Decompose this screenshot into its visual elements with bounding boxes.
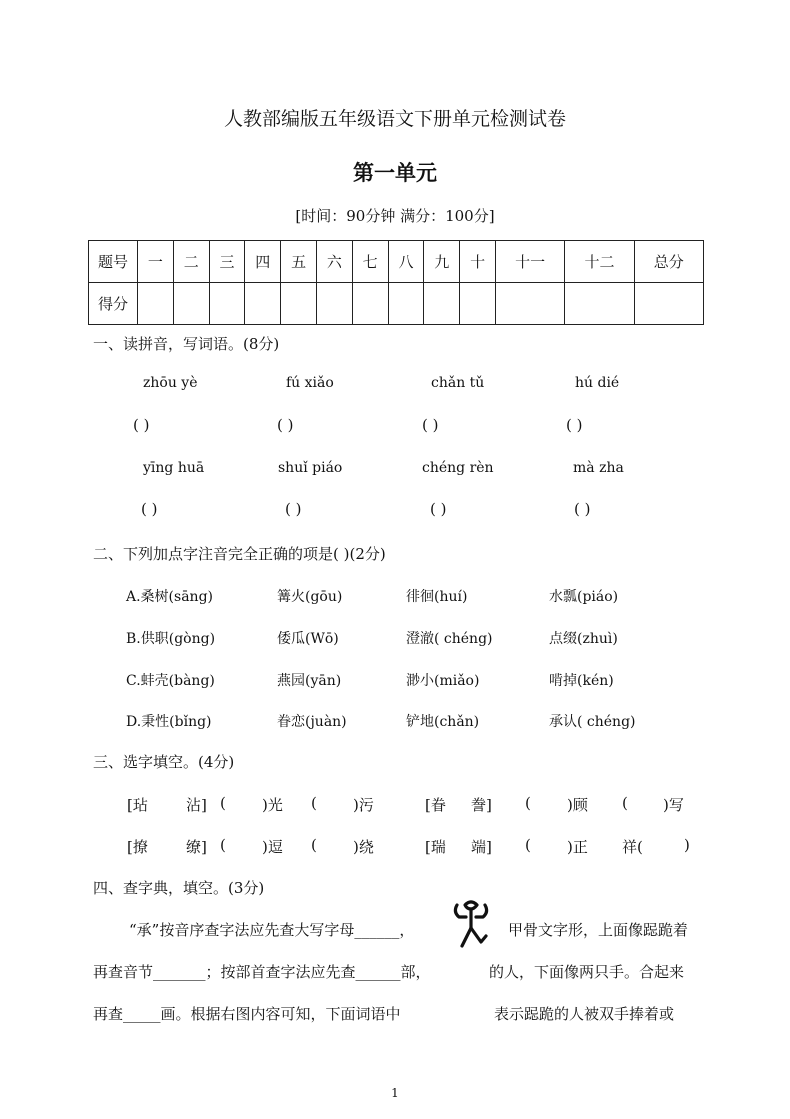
- question-4-text: 再查_____画。根据右图内容可知，下面词语中: [93, 1005, 401, 1023]
- option-item: 澄澈( chéng): [406, 631, 493, 647]
- fill-word: )绕: [353, 838, 374, 856]
- option-item: 倭瓜(Wō): [277, 631, 339, 647]
- option-item: 眷恋(juàn): [277, 714, 347, 730]
- answer-blank[interactable]: ( ): [566, 416, 583, 434]
- score-input-cell[interactable]: [495, 283, 564, 325]
- option-item[interactable]: A.桑树(sāng): [126, 589, 213, 605]
- char-choice: 端]: [471, 838, 492, 856]
- exam-time-score: [时间：90分钟 满分：100分]: [295, 207, 495, 225]
- answer-blank[interactable]: ( ): [141, 500, 158, 518]
- score-table-score-row: [89, 283, 704, 325]
- answer-blank[interactable]: (: [311, 836, 317, 854]
- score-input-cell[interactable]: [316, 283, 352, 325]
- char-choice: 誊]: [471, 796, 492, 814]
- fill-word: )光: [262, 796, 283, 814]
- page-number: 1: [391, 1086, 399, 1100]
- score-cell: 总分: [634, 241, 703, 283]
- question-4-text: 表示跽跪的人被双手捧着或: [494, 1005, 675, 1023]
- score-cell: 得分: [89, 283, 138, 325]
- score-cell: 十: [460, 241, 496, 283]
- option-item: 篝火(gōu): [277, 589, 343, 605]
- answer-blank[interactable]: (: [220, 794, 226, 812]
- exam-title: 人教部编版五年级语文下册单元检测试卷: [223, 108, 566, 130]
- oracle-bone-glyph-icon: [448, 896, 494, 952]
- answer-blank[interactable]: ( ): [285, 500, 302, 518]
- pinyin: zhōu yè: [143, 375, 198, 391]
- question-4-heading: 四、查字典，填空。(3分): [93, 879, 265, 897]
- score-cell: 题号: [89, 241, 138, 283]
- option-item: 啃掉(kén): [549, 673, 614, 689]
- pinyin: shuǐ piáo: [278, 460, 343, 476]
- score-input-cell[interactable]: [424, 283, 460, 325]
- option-item: 徘徊(huí): [406, 589, 468, 605]
- question-2-heading: 二、下列加点字注音完全正确的项是( )(2分): [93, 545, 386, 563]
- pinyin: mà zha: [573, 460, 624, 476]
- score-input-cell[interactable]: [565, 283, 634, 325]
- score-input-cell[interactable]: [281, 283, 317, 325]
- answer-blank[interactable]: ( ): [277, 416, 294, 434]
- option-item[interactable]: B.供职(gòng): [126, 631, 216, 647]
- score-cell: 九: [424, 241, 460, 283]
- score-cell: 一: [138, 241, 174, 283]
- question-1-heading: 一、读拼音，写词语。(8分): [93, 335, 280, 353]
- answer-blank[interactable]: (: [311, 794, 317, 812]
- char-choice: 沾]: [186, 796, 207, 814]
- fill-word: )污: [353, 796, 374, 814]
- score-cell: 二: [173, 241, 209, 283]
- score-input-cell[interactable]: [209, 283, 245, 325]
- pinyin: hú dié: [575, 375, 620, 391]
- pinyin: fú xiǎo: [286, 375, 334, 391]
- char-choice: 缭]: [186, 838, 207, 856]
- option-item[interactable]: C.蚌壳(bàng): [126, 673, 215, 689]
- question-4-text: 甲骨文字形，上面像跽跪着: [508, 921, 689, 939]
- char-choice: [瑞: [425, 838, 446, 856]
- question-4-text: “承”按音序查字法应先查大写字母______，: [129, 921, 415, 939]
- score-input-cell[interactable]: [173, 283, 209, 325]
- char-choice: [眷: [425, 796, 446, 814]
- option-item: 燕园(yān): [277, 673, 342, 689]
- answer-blank[interactable]: (: [622, 794, 628, 812]
- answer-blank[interactable]: (: [220, 836, 226, 854]
- score-input-cell[interactable]: [460, 283, 496, 325]
- answer-blank[interactable]: ( ): [133, 416, 150, 434]
- fill-word: 祥(: [622, 838, 643, 856]
- option-item: 铲地(chǎn): [406, 714, 480, 730]
- answer-blank[interactable]: ( ): [574, 500, 591, 518]
- score-cell: 四: [245, 241, 281, 283]
- question-4-text: 再查音节_______；按部首查字法应先查______部，: [93, 963, 431, 981]
- char-choice: [撩: [127, 838, 148, 856]
- pinyin: chéng rèn: [422, 460, 494, 476]
- option-item: 渺小(miǎo): [406, 673, 480, 689]
- score-input-cell[interactable]: [352, 283, 388, 325]
- pinyin: yīng huā: [143, 460, 205, 476]
- pinyin: chǎn tǔ: [431, 375, 485, 391]
- score-input-cell[interactable]: [138, 283, 174, 325]
- fill-word: )正: [567, 838, 588, 856]
- char-choice: [玷: [127, 796, 148, 814]
- score-cell: 十一: [495, 241, 564, 283]
- answer-blank[interactable]: ): [684, 836, 690, 854]
- score-input-cell[interactable]: [388, 283, 424, 325]
- option-item[interactable]: D.秉性(bǐng): [126, 714, 212, 730]
- answer-blank[interactable]: (: [525, 836, 531, 854]
- score-input-cell[interactable]: [634, 283, 703, 325]
- fill-word: )逗: [262, 838, 283, 856]
- score-cell: 十二: [565, 241, 634, 283]
- answer-blank[interactable]: ( ): [422, 416, 439, 434]
- score-cell: 八: [388, 241, 424, 283]
- score-cell: 六: [316, 241, 352, 283]
- fill-word: )顾: [567, 796, 588, 814]
- score-table-header-row: [89, 241, 704, 283]
- question-4-text: 的人，下面像两只手。合起来: [489, 963, 685, 981]
- question-3-heading: 三、选字填空。(4分): [93, 753, 235, 771]
- score-table: [88, 240, 704, 325]
- answer-blank[interactable]: (: [525, 794, 531, 812]
- option-item: 承认( chéng): [549, 714, 636, 730]
- option-item: 水瓢(piáo): [549, 589, 619, 605]
- option-item: 点缀(zhuì): [549, 631, 618, 647]
- score-cell: 三: [209, 241, 245, 283]
- answer-blank[interactable]: ( ): [430, 500, 447, 518]
- fill-word: )写: [663, 796, 684, 814]
- score-cell: 七: [352, 241, 388, 283]
- score-cell: 五: [281, 241, 317, 283]
- score-input-cell[interactable]: [245, 283, 281, 325]
- unit-title: 第一单元: [353, 160, 437, 185]
